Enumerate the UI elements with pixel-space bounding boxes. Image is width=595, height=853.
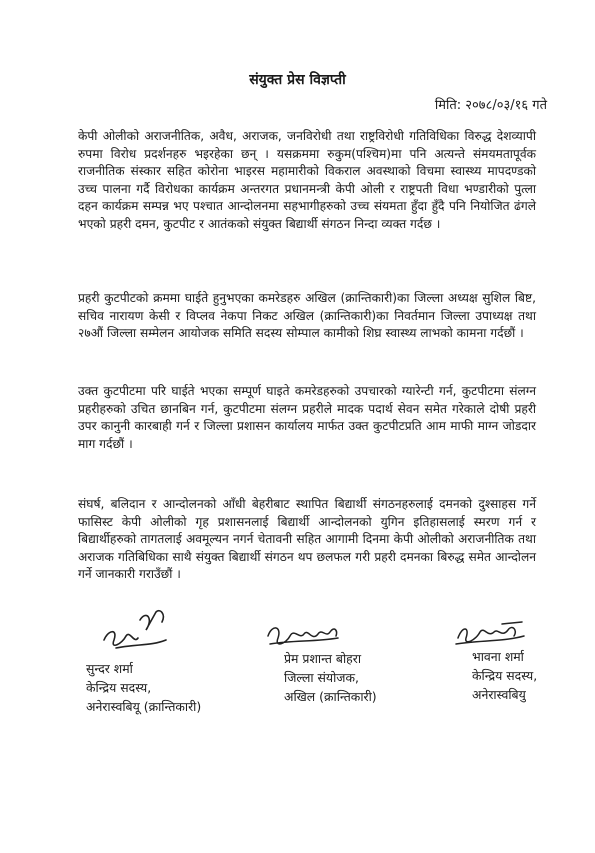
signatory-name: प्रेम प्रशान्त बोहरा (284, 651, 362, 666)
signatory-block-1 (86, 659, 201, 716)
signature-scribble-3 (452, 616, 528, 650)
body-paragraph-4: संघर्ष, बलिदान र आन्दोलनको आँधी बेहरीबाट स्थापित बिद्यार्थी संगठनहरुलाई दमनको दुश्साहस गर्ने फासिस्ट केपी ओलीको गृह प्रशासनलाई बिद्यार्थी आन्दोलनको युगिन इतिहासलाई स्मरण गर्न र बिद्यार्थीहरुको तागतलाई अवमूल्यन नगर्न चेतावनी सहित आगामी दिनमा केपी ओलीको अराजनीतिक तथा अराजक गतिबिधिका साथै संयुक्त बिद्यार्थी संगठन थप छलफल गरी प्रहरी दमनका बिरुद्ध समेत आन्दोलन गर्ने जानकारी गराउँछौं । (78, 497, 536, 582)
signature-scribble-1 (96, 600, 176, 656)
signatory-organization: अनेरास्वबियु (472, 687, 526, 702)
signatory-name: सुन्दर शर्मा (86, 661, 133, 676)
signatory-name: भावना शर्मा (472, 649, 524, 664)
signatory-organization: अनेरास्वबियू (क्रान्तिकारी) (86, 699, 202, 714)
signatory-role: केन्द्रिय सदस्य, (472, 668, 538, 683)
signatory-block-3 (472, 647, 537, 704)
signature-scribble-2 (264, 618, 342, 652)
body-paragraph-2: प्रहरी कुटपीटको क्रममा घाईते हुनुभएका कमरेडहरु अखिल (क्रान्तिकारी)का जिल्ला अध्यक्ष सुशिल बिष्ट, सचिव नारायण केसी र विप्लव नेकपा निकट अखिल (क्रान्तिकारी)का निवर्तमान जिल्ला उपाध्यक्ष तथा २७औं जिल्ला सम्मेलन आयोजक समिति सदस्य सोम्पाल कामीको शिघ्र स्वास्थ्य लाभको कामना गर्दछौं । (78, 291, 536, 341)
signatory-role: जिल्ला संयोजक, (284, 670, 359, 685)
document-title: संयुक्त प्रेस विज्ञप्ती (249, 72, 346, 88)
document-date: मिति: २०७८/०३/१६ गते (434, 98, 547, 113)
body-paragraph-1: केपी ओलीको अराजनीतिक, अवैध, अराजक, जनविरोधी तथा राष्ट्रविरोधी गतिविधिका विरुद्ध देशव्यापी रुपमा विरोध प्रदर्शनहरु भइरहेका छन् । यसक्रममा रुकुम(पश्चिम)मा पनि अत्यन्ते संमयमतापूर्वक राजनीतिक संस्कार सहित कोरोना भाइरस महामारीको विकराल अवस्थाको विचमा स्वास्थ्य मापदण्डको उच्च पालना गर्दै विरोधका कार्यक्रम अन्तरगत प्रधानमन्त्री केपी ओली र राष्ट्रपती विधा भण्डारीको पुत्ला दहन कार्यक्रम सम्पन्न भए पश्चात आन्दोलनमा सहभागीहरुको उच्च संयमता हुँदा हुँदै पनि नियोजित ढंगले भएको प्रहरी दमन, कुटपीट र आतंकको संयुक्त बिद्यार्थी संगठन निन्दा व्यक्त गर्दछ । (78, 129, 536, 231)
signatory-organization: अखिल (क्रान्तिकारी) (284, 689, 377, 704)
signatory-block-2 (284, 649, 377, 706)
body-paragraph-3: उक्त कुटपीटमा परि घाईते भएका सम्पूर्ण घाइते कमरेडहरुको उपचारको ग्यारेन्टी गर्न, कुटपीटमा संलग्न प्रहरीहरुको उचित छानबिन गर्न, कुटपीटमा संलग्न प्रहरीले मादक पदार्थ सेवन समेत गरेकाले दोषी प्रहरी उपर कानुनी कारबाही गर्न र जिल्ला प्रशासन कार्यालय मार्फत उक्त कुटपीटप्रति आम माफी माग्न जोडदार माग गर्दछौं । (78, 384, 536, 451)
signatory-role: केन्द्रिय सदस्य, (86, 680, 152, 695)
